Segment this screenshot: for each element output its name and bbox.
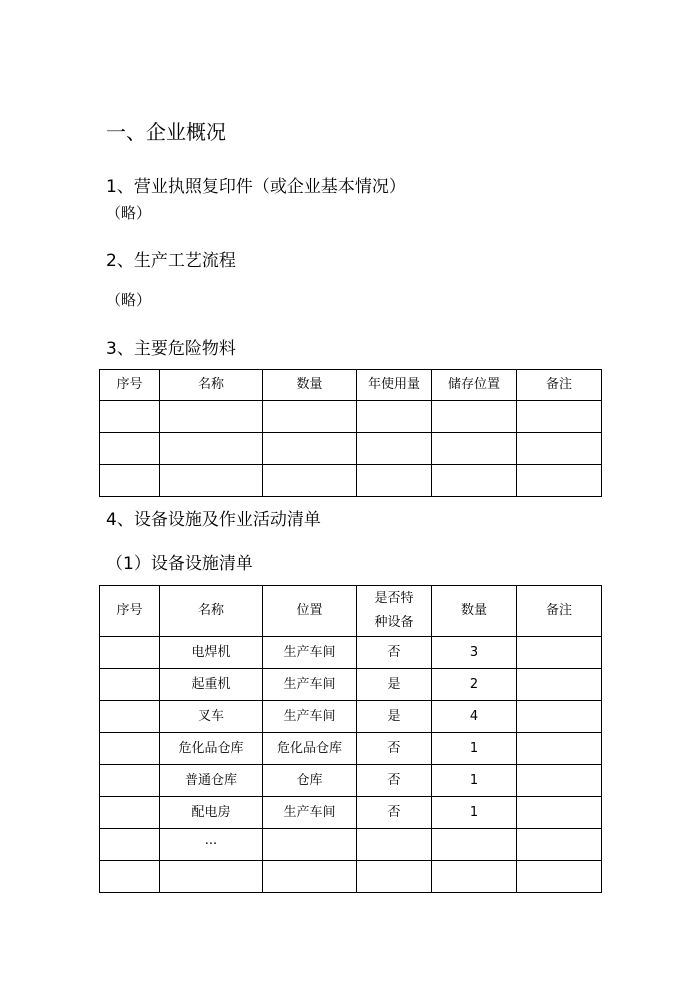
equipment-cell: 危化品仓库 (160, 733, 263, 765)
materials-cell (517, 465, 602, 497)
item4-title: 4、设备设施及作业活动清单 (106, 510, 321, 530)
equipment-cell: 3 (432, 637, 517, 669)
materials-header-cell: 名称 (160, 370, 263, 401)
equipment-row (100, 829, 602, 861)
equipment-cell (100, 829, 160, 861)
equipment-cell: 生产车间 (263, 797, 357, 829)
equipment-cell (357, 829, 432, 861)
materials-cell (357, 401, 432, 433)
item2-note: （略） (106, 291, 152, 309)
materials-cell (432, 433, 517, 465)
equipment-cell: 否 (357, 637, 432, 669)
equipment-cell (432, 861, 517, 893)
equipment-cell: 1 (432, 797, 517, 829)
equipment-cell: 起重机 (160, 669, 263, 701)
section-title: 一、企业概况 (106, 120, 226, 144)
equipment-header-cell: 备注 (517, 586, 602, 637)
equipment-cell (517, 669, 602, 701)
materials-row (100, 433, 602, 465)
equipment-cell: ··· (160, 829, 263, 861)
equipment-table (99, 585, 602, 893)
equipment-header-cell: 序号 (100, 586, 160, 637)
equipment-cell: 生产车间 (263, 669, 357, 701)
equipment-row (100, 765, 602, 797)
equipment-row (100, 733, 602, 765)
equipment-cell (100, 733, 160, 765)
equipment-cell: 否 (357, 765, 432, 797)
equipment-cell (517, 765, 602, 797)
equipment-cell (517, 797, 602, 829)
equipment-row (100, 797, 602, 829)
materials-header-row (100, 370, 602, 401)
materials-cell (263, 465, 357, 497)
equipment-cell: 否 (357, 797, 432, 829)
equipment-cell (100, 861, 160, 893)
materials-cell (160, 401, 263, 433)
item1-note: （略） (106, 204, 152, 222)
materials-header-cell: 备注 (517, 370, 602, 401)
equipment-header-cell: 是否特 种设备 (357, 586, 432, 637)
materials-cell (100, 401, 160, 433)
materials-header-cell: 序号 (100, 370, 160, 401)
equipment-cell (517, 701, 602, 733)
equipment-cell (517, 861, 602, 893)
equipment-cell: 1 (432, 765, 517, 797)
materials-row (100, 401, 602, 433)
materials-cell (432, 401, 517, 433)
materials-cell (100, 465, 160, 497)
sub1-title: （1）设备设施清单 (106, 554, 253, 574)
equipment-cell (100, 701, 160, 733)
equipment-cell (263, 829, 357, 861)
materials-table (99, 369, 602, 497)
equipment-row (100, 701, 602, 733)
item1-title: 1、营业执照复印件（或企业基本情况） (106, 177, 406, 197)
equipment-header-cell: 数量 (432, 586, 517, 637)
equipment-row (100, 669, 602, 701)
materials-header-cell: 数量 (263, 370, 357, 401)
equipment-cell (517, 637, 602, 669)
equipment-cell: 生产车间 (263, 701, 357, 733)
equipment-cell: 仓库 (263, 765, 357, 797)
materials-cell (432, 465, 517, 497)
equipment-cell (357, 861, 432, 893)
equipment-cell: 是 (357, 701, 432, 733)
equipment-cell: 是 (357, 669, 432, 701)
equipment-cell: 否 (357, 733, 432, 765)
equipment-cell (263, 861, 357, 893)
equipment-cell (517, 829, 602, 861)
equipment-header-cell: 名称 (160, 586, 263, 637)
materials-cell (263, 433, 357, 465)
equipment-cell (100, 797, 160, 829)
item2-title: 2、生产工艺流程 (106, 251, 236, 271)
equipment-cell: 2 (432, 669, 517, 701)
equipment-header-row (100, 586, 602, 637)
equipment-row (100, 861, 602, 893)
equipment-header-cell: 位置 (263, 586, 357, 637)
equipment-cell: 4 (432, 701, 517, 733)
materials-header-cell: 年使用量 (357, 370, 432, 401)
materials-row (100, 465, 602, 497)
equipment-cell (100, 765, 160, 797)
materials-cell (517, 401, 602, 433)
materials-cell (357, 433, 432, 465)
materials-cell (160, 465, 263, 497)
equipment-cell: 电焊机 (160, 637, 263, 669)
materials-cell (263, 401, 357, 433)
equipment-cell: 叉车 (160, 701, 263, 733)
item3-title: 3、主要危险物料 (106, 339, 236, 359)
equipment-cell (160, 861, 263, 893)
equipment-cell (100, 637, 160, 669)
equipment-cell (100, 669, 160, 701)
equipment-row (100, 637, 602, 669)
equipment-cell: 1 (432, 733, 517, 765)
equipment-cell: 配电房 (160, 797, 263, 829)
materials-header-cell: 储存位置 (432, 370, 517, 401)
materials-cell (100, 433, 160, 465)
equipment-cell (517, 733, 602, 765)
equipment-cell: 普通仓库 (160, 765, 263, 797)
equipment-cell: 危化品仓库 (263, 733, 357, 765)
equipment-cell (432, 829, 517, 861)
materials-cell (160, 433, 263, 465)
materials-cell (517, 433, 602, 465)
materials-cell (357, 465, 432, 497)
equipment-cell: 生产车间 (263, 637, 357, 669)
